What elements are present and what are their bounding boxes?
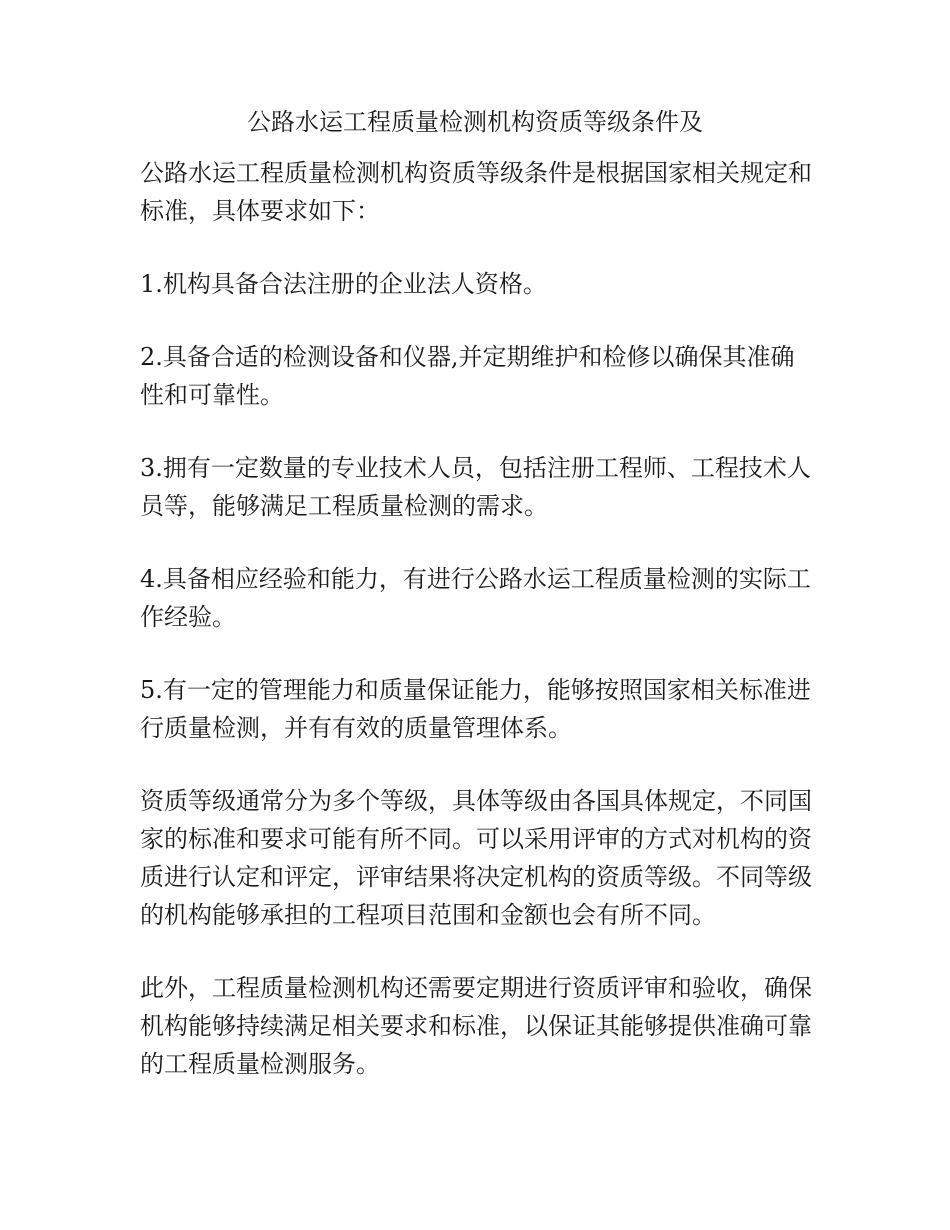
document-body <box>140 154 816 1118</box>
requirement-item-4: 4.具备相应经验和能力，有进行公路水运工程质量检测的实际工作经验。 <box>140 565 811 631</box>
intro-paragraph: 公路水运工程质量检测机构资质等级条件是根据国家相关规定和标准，具体要求如下： <box>140 159 812 225</box>
grading-paragraph: 资质等级通常分为多个等级，具体等级由各国具体规定，不同国家的标准和要求可能有所不同。可以采用评审的方式对机构的资质进行认定和评定，评审结果将决定机构的资质等级。不同等级的机构能够承担的工程项目范围和金额也会有所不同。 <box>140 787 812 929</box>
requirement-item-2: 2.具备合适的检测设备和仪器,并定期维护和检修以确保其准确性和可靠性。 <box>140 343 795 409</box>
document-title: 公路水运工程质量检测机构资质等级条件及 <box>247 108 703 136</box>
closing-paragraph: 此外，工程质量检测机构还需要定期进行资质评审和验收，确保机构能够持续满足相关要求和标准，以保证其能够提供准确可靠的工程质量检测服务。 <box>140 974 812 1078</box>
requirement-item-1: 1.机构具备合法注册的企业法人资格。 <box>140 270 547 298</box>
requirement-item-5: 5.有一定的管理能力和质量保证能力，能够按照国家相关标准进行质量检测，并有有效的质量管理体系。 <box>140 676 811 742</box>
requirement-item-3: 3.拥有一定数量的专业技术人员，包括注册工程师、工程技术人员等，能够满足工程质量检测的需求。 <box>140 454 811 520</box>
